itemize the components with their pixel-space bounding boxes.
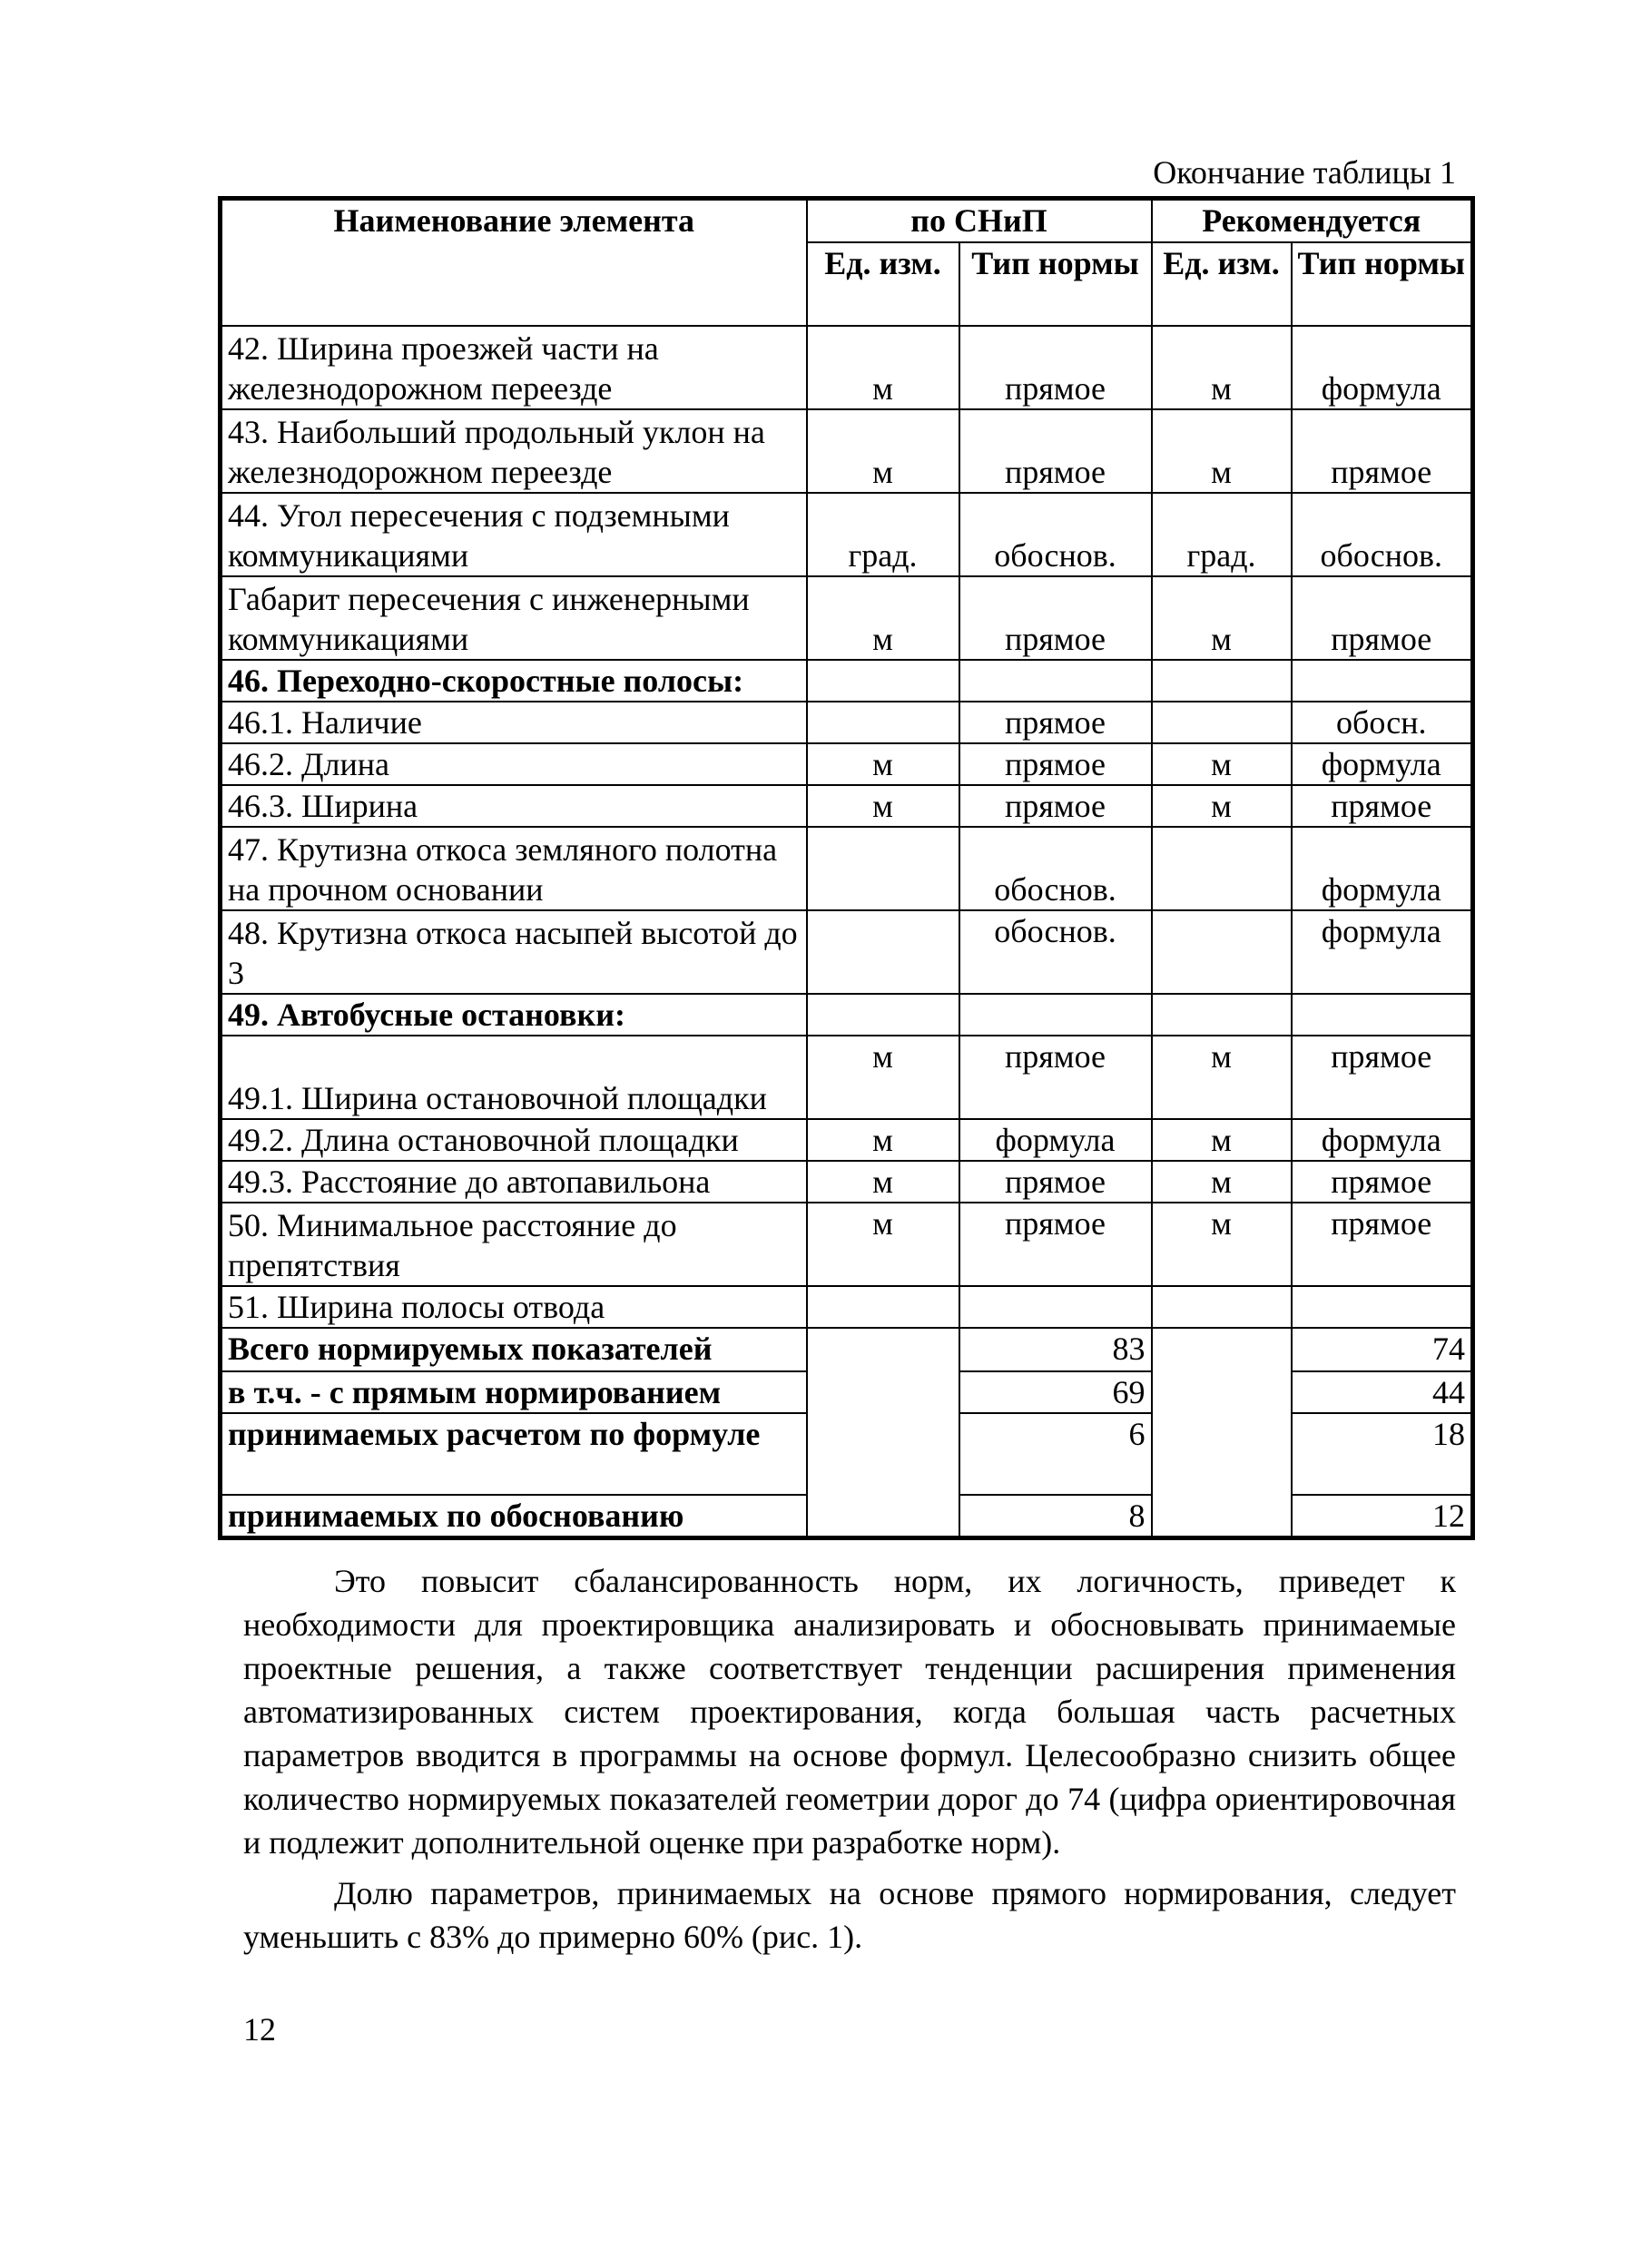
totals-snip-value: 83 (959, 1328, 1152, 1371)
row-snip-unit-cell (807, 994, 959, 1036)
page-number: 12 (243, 2011, 276, 2048)
row-name-cell: 50. Минимальное расстояние до препятствия (221, 1203, 807, 1286)
row-rec-type-cell: формула (1292, 1119, 1473, 1161)
row-name-cell: 44. Угол пересечения с подземными коммуникациями (221, 493, 807, 576)
row-snip-type-cell: прямое (959, 785, 1152, 827)
totals-rec-value: 12 (1292, 1495, 1473, 1538)
table-row (221, 994, 1473, 1036)
header-name: Наименование элемента (221, 199, 807, 326)
row-snip-unit-cell: м (807, 1203, 959, 1286)
row-rec-unit-cell (1152, 994, 1292, 1036)
header-snip-unit: Ед. изм. (807, 242, 959, 326)
row-snip-type-cell (959, 994, 1152, 1036)
table-row (221, 1161, 1473, 1203)
row-rec-type-cell: формула (1292, 743, 1473, 785)
table-row (221, 1203, 1473, 1286)
row-rec-type-cell: формула (1292, 910, 1473, 994)
row-snip-unit-cell: м (807, 785, 959, 827)
row-rec-unit-cell: м (1152, 326, 1292, 409)
row-name-cell: 46.2. Длина (221, 743, 807, 785)
row-rec-unit-cell: м (1152, 1161, 1292, 1203)
totals-name-cell: Всего нормируемых показателей (221, 1328, 807, 1371)
row-snip-type-cell: формула (959, 1119, 1152, 1161)
row-snip-unit-cell (807, 910, 959, 994)
totals-rec-value: 18 (1292, 1413, 1473, 1495)
totals-snip-value: 69 (959, 1371, 1152, 1413)
totals-name-cell: принимаемых расчетом по формуле (221, 1413, 807, 1495)
row-snip-type-cell: обоснов. (959, 910, 1152, 994)
table-row (221, 576, 1473, 660)
row-rec-type-cell: прямое (1292, 1161, 1473, 1203)
row-snip-type-cell: прямое (959, 409, 1152, 493)
totals-snip-value: 6 (959, 1413, 1152, 1495)
row-snip-type-cell (959, 1286, 1152, 1328)
table-row (221, 660, 1473, 702)
row-snip-type-cell (959, 660, 1152, 702)
paragraph-1: Это повысит сбалансированность норм, их логичность, приведет к необходимости для проектировщика анализировать и обосновывать принимаемые проектные решения, а также соответствует тенденции расширения применения автоматизированных систем проектирования, когда большая часть расчетных параметров вводится в программы на основе формул. Целесообразно снизить общее количество нормируемых показателей геометрии дорог до 74 (цифра ориентировочная и подлежит дополнительной оценке при разработке норм). (243, 1563, 1456, 1861)
row-rec-unit-cell (1152, 827, 1292, 910)
row-rec-unit-cell (1152, 702, 1292, 743)
row-snip-type-cell: обоснов. (959, 493, 1152, 576)
row-snip-unit-cell: м (807, 576, 959, 660)
row-rec-type-cell (1292, 994, 1473, 1036)
row-snip-unit-cell: град. (807, 493, 959, 576)
row-rec-unit-cell: м (1152, 1203, 1292, 1286)
header-rec-type: Тип нормы (1292, 242, 1473, 326)
row-snip-unit-cell (807, 827, 959, 910)
row-name-cell: 49. Автобусные остановки: (221, 994, 807, 1036)
row-rec-type-cell: прямое (1292, 1203, 1473, 1286)
table-row (221, 910, 1473, 994)
row-snip-unit-cell: м (807, 1036, 959, 1119)
row-rec-type-cell (1292, 660, 1473, 702)
row-name-cell: 49.2. Длина остановочной площадки (221, 1119, 807, 1161)
row-name-cell: 42. Ширина проезжей части на железнодорожном переезде (221, 326, 807, 409)
table-row (221, 1286, 1473, 1328)
totals-name-cell: в т.ч. - с прямым нормированием (221, 1371, 807, 1413)
row-snip-type-cell: обоснов. (959, 827, 1152, 910)
row-rec-unit-cell (1152, 660, 1292, 702)
row-snip-unit-cell: м (807, 326, 959, 409)
row-rec-type-cell: прямое (1292, 785, 1473, 827)
table-row (221, 326, 1473, 409)
row-snip-unit-cell: м (807, 743, 959, 785)
row-name-cell: Габарит пересечения с инженерными коммуникациями (221, 576, 807, 660)
row-rec-unit-cell: м (1152, 743, 1292, 785)
table-row (221, 702, 1473, 743)
totals-rec-value: 74 (1292, 1328, 1473, 1371)
totals-name-cell: принимаемых по обоснованию (221, 1495, 807, 1538)
row-rec-type-cell: обоснов. (1292, 493, 1473, 576)
row-snip-type-cell: прямое (959, 1161, 1152, 1203)
row-rec-unit-cell: м (1152, 576, 1292, 660)
row-rec-unit-cell: м (1152, 409, 1292, 493)
table-row (221, 785, 1473, 827)
table-row (221, 743, 1473, 785)
header-recommended: Рекомендуется (1152, 199, 1473, 242)
row-snip-unit-cell (807, 1286, 959, 1328)
totals-blank-cell (807, 1328, 959, 1538)
row-name-cell: 46. Переходно-скоростные полосы: (221, 660, 807, 702)
row-rec-unit-cell (1152, 910, 1292, 994)
row-snip-type-cell: прямое (959, 702, 1152, 743)
table-row (221, 409, 1473, 493)
totals-row (221, 1328, 1473, 1371)
row-name-cell: 51. Ширина полосы отвода (221, 1286, 807, 1328)
row-snip-unit-cell (807, 702, 959, 743)
norms-table (218, 196, 1475, 1540)
row-snip-type-cell: прямое (959, 576, 1152, 660)
row-rec-type-cell: прямое (1292, 1036, 1473, 1119)
row-snip-unit-cell (807, 660, 959, 702)
row-rec-type-cell (1292, 1286, 1473, 1328)
row-rec-type-cell: формула (1292, 326, 1473, 409)
row-name-cell: 49.1. Ширина остановочной площадки (221, 1036, 807, 1119)
row-rec-type-cell: обосн. (1292, 702, 1473, 743)
totals-blank-cell (1152, 1328, 1292, 1538)
row-name-cell: 46.3. Ширина (221, 785, 807, 827)
table-caption: Окончание таблицы 1 (1153, 154, 1456, 191)
row-snip-type-cell: прямое (959, 326, 1152, 409)
paragraph-2: Долю параметров, принимаемых на основе прямого нормирования, следует уменьшить с 83% до примерно 60% (рис. 1). (243, 1875, 1456, 1955)
row-snip-type-cell: прямое (959, 743, 1152, 785)
row-name-cell: 43. Наибольший продольный уклон на железнодорожном переезде (221, 409, 807, 493)
header-rec-unit: Ед. изм. (1152, 242, 1292, 326)
row-name-cell: 49.3. Расстояние до автопавильона (221, 1161, 807, 1203)
row-name-cell: 47. Крутизна откоса земляного полотна на прочном основании (221, 827, 807, 910)
row-snip-type-cell: прямое (959, 1203, 1152, 1286)
row-snip-unit-cell: м (807, 1119, 959, 1161)
row-rec-unit-cell: град. (1152, 493, 1292, 576)
table-row (221, 1119, 1473, 1161)
totals-rec-value: 44 (1292, 1371, 1473, 1413)
row-snip-unit-cell: м (807, 1161, 959, 1203)
row-rec-type-cell: прямое (1292, 576, 1473, 660)
row-name-cell: 46.1. Наличие (221, 702, 807, 743)
table-row (221, 493, 1473, 576)
table-row (221, 1036, 1473, 1119)
table-row (221, 827, 1473, 910)
header-snip-type: Тип нормы (959, 242, 1152, 326)
row-name-cell: 48. Крутизна откоса насыпей высотой до 3 (221, 910, 807, 994)
header-snip: по СНиП (807, 199, 1152, 242)
row-rec-type-cell: формула (1292, 827, 1473, 910)
totals-snip-value: 8 (959, 1495, 1152, 1538)
row-rec-type-cell: прямое (1292, 409, 1473, 493)
row-rec-unit-cell: м (1152, 1036, 1292, 1119)
row-rec-unit-cell: м (1152, 785, 1292, 827)
row-rec-unit-cell (1152, 1286, 1292, 1328)
row-snip-unit-cell: м (807, 409, 959, 493)
row-snip-type-cell: прямое (959, 1036, 1152, 1119)
row-rec-unit-cell: м (1152, 1119, 1292, 1161)
